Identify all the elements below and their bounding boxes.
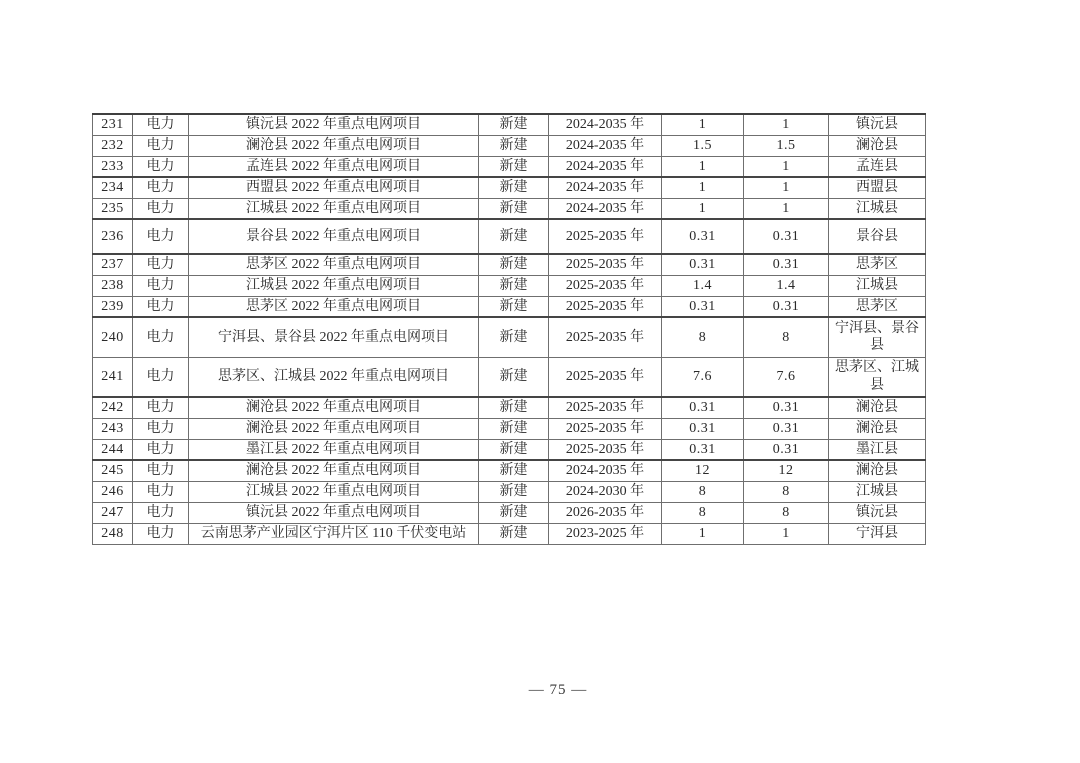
cell-value-1: 12 <box>662 460 744 481</box>
cell-value-2: 0.31 <box>744 418 829 439</box>
cell-build-type: 新建 <box>479 296 549 317</box>
cell-project-name: 镇沅县 2022 年重点电网项目 <box>189 114 479 135</box>
cell-value-2: 0.31 <box>744 397 829 418</box>
cell-value-1: 7.6 <box>662 357 744 397</box>
cell-location: 江城县 <box>829 198 926 219</box>
page-footer <box>18 682 1080 699</box>
cell-value-1: 1.5 <box>662 135 744 156</box>
cell-period: 2026-2035 年 <box>549 502 662 523</box>
cell-row-number: 234 <box>93 177 133 198</box>
cell-build-type: 新建 <box>479 114 549 135</box>
cell-build-type: 新建 <box>479 460 549 481</box>
table-row <box>93 502 926 523</box>
cell-period: 2024-2030 年 <box>549 481 662 502</box>
cell-sector: 电力 <box>133 135 189 156</box>
cell-location: 澜沧县 <box>829 460 926 481</box>
table-row <box>93 219 926 254</box>
cell-project-name: 孟连县 2022 年重点电网项目 <box>189 156 479 177</box>
cell-value-1: 1 <box>662 114 744 135</box>
cell-project-name: 思茅区 2022 年重点电网项目 <box>189 296 479 317</box>
page-number: — 75 — <box>528 682 588 698</box>
cell-value-2: 0.31 <box>744 439 829 460</box>
cell-build-type: 新建 <box>479 177 549 198</box>
cell-location: 西盟县 <box>829 177 926 198</box>
cell-sector: 电力 <box>133 296 189 317</box>
cell-value-2: 1 <box>744 114 829 135</box>
cell-value-2: 1.4 <box>744 275 829 296</box>
table-row <box>93 135 926 156</box>
cell-period: 2025-2035 年 <box>549 219 662 254</box>
cell-period: 2025-2035 年 <box>549 397 662 418</box>
cell-value-1: 1 <box>662 177 744 198</box>
cell-project-name: 景谷县 2022 年重点电网项目 <box>189 219 479 254</box>
cell-row-number: 240 <box>93 317 133 357</box>
table-body <box>93 114 926 544</box>
cell-project-name: 江城县 2022 年重点电网项目 <box>189 275 479 296</box>
cell-period: 2024-2035 年 <box>549 198 662 219</box>
table-row <box>93 275 926 296</box>
cell-location: 景谷县 <box>829 219 926 254</box>
table-row <box>93 397 926 418</box>
cell-sector: 电力 <box>133 219 189 254</box>
cell-sector: 电力 <box>133 177 189 198</box>
table-row <box>93 114 926 135</box>
cell-sector: 电力 <box>133 254 189 275</box>
cell-value-2: 12 <box>744 460 829 481</box>
cell-build-type: 新建 <box>479 219 549 254</box>
table-row <box>93 481 926 502</box>
cell-build-type: 新建 <box>479 156 549 177</box>
cell-project-name: 思茅区 2022 年重点电网项目 <box>189 254 479 275</box>
table-row <box>93 357 926 397</box>
cell-project-name: 江城县 2022 年重点电网项目 <box>189 481 479 502</box>
cell-sector: 电力 <box>133 114 189 135</box>
cell-period: 2024-2035 年 <box>549 114 662 135</box>
cell-project-name: 澜沧县 2022 年重点电网项目 <box>189 460 479 481</box>
cell-build-type: 新建 <box>479 481 549 502</box>
cell-sector: 电力 <box>133 439 189 460</box>
cell-build-type: 新建 <box>479 523 549 544</box>
cell-period: 2025-2035 年 <box>549 296 662 317</box>
cell-period: 2025-2035 年 <box>549 439 662 460</box>
cell-sector: 电力 <box>133 481 189 502</box>
power-projects-table <box>92 113 926 545</box>
cell-row-number: 244 <box>93 439 133 460</box>
cell-value-2: 1 <box>744 177 829 198</box>
cell-sector: 电力 <box>133 357 189 397</box>
cell-period: 2025-2035 年 <box>549 418 662 439</box>
cell-location: 江城县 <box>829 275 926 296</box>
cell-value-1: 8 <box>662 317 744 357</box>
cell-value-2: 8 <box>744 502 829 523</box>
cell-value-2: 1 <box>744 198 829 219</box>
table-row <box>93 254 926 275</box>
table-row <box>93 317 926 357</box>
cell-build-type: 新建 <box>479 198 549 219</box>
cell-value-1: 1 <box>662 156 744 177</box>
cell-value-2: 8 <box>744 481 829 502</box>
cell-location: 思茅区 <box>829 254 926 275</box>
table-row <box>93 156 926 177</box>
cell-location: 澜沧县 <box>829 397 926 418</box>
table-row <box>93 296 926 317</box>
cell-build-type: 新建 <box>479 502 549 523</box>
cell-value-1: 1 <box>662 523 744 544</box>
cell-row-number: 245 <box>93 460 133 481</box>
cell-location: 镇沅县 <box>829 502 926 523</box>
cell-row-number: 246 <box>93 481 133 502</box>
cell-row-number: 231 <box>93 114 133 135</box>
cell-value-1: 0.31 <box>662 397 744 418</box>
cell-value-1: 0.31 <box>662 296 744 317</box>
cell-row-number: 237 <box>93 254 133 275</box>
cell-build-type: 新建 <box>479 439 549 460</box>
cell-build-type: 新建 <box>479 317 549 357</box>
cell-period: 2024-2035 年 <box>549 156 662 177</box>
cell-build-type: 新建 <box>479 418 549 439</box>
cell-period: 2023-2025 年 <box>549 523 662 544</box>
cell-location: 澜沧县 <box>829 135 926 156</box>
cell-sector: 电力 <box>133 275 189 296</box>
cell-row-number: 242 <box>93 397 133 418</box>
cell-value-2: 0.31 <box>744 296 829 317</box>
cell-sector: 电力 <box>133 502 189 523</box>
cell-period: 2025-2035 年 <box>549 357 662 397</box>
cell-project-name: 澜沧县 2022 年重点电网项目 <box>189 397 479 418</box>
cell-sector: 电力 <box>133 317 189 357</box>
cell-location: 宁洱县、景谷县 <box>829 317 926 357</box>
cell-value-1: 8 <box>662 502 744 523</box>
cell-value-2: 0.31 <box>744 219 829 254</box>
cell-period: 2024-2035 年 <box>549 135 662 156</box>
cell-location: 镇沅县 <box>829 114 926 135</box>
cell-value-2: 0.31 <box>744 254 829 275</box>
cell-location: 澜沧县 <box>829 418 926 439</box>
cell-period: 2025-2035 年 <box>549 317 662 357</box>
cell-project-name: 澜沧县 2022 年重点电网项目 <box>189 418 479 439</box>
cell-location: 江城县 <box>829 481 926 502</box>
cell-build-type: 新建 <box>479 254 549 275</box>
cell-period: 2024-2035 年 <box>549 460 662 481</box>
cell-sector: 电力 <box>133 156 189 177</box>
cell-row-number: 247 <box>93 502 133 523</box>
cell-value-1: 0.31 <box>662 439 744 460</box>
cell-sector: 电力 <box>133 460 189 481</box>
cell-location: 孟连县 <box>829 156 926 177</box>
cell-period: 2025-2035 年 <box>549 254 662 275</box>
cell-location: 墨江县 <box>829 439 926 460</box>
cell-location: 思茅区 <box>829 296 926 317</box>
table-row <box>93 198 926 219</box>
cell-project-name: 澜沧县 2022 年重点电网项目 <box>189 135 479 156</box>
cell-period: 2025-2035 年 <box>549 275 662 296</box>
cell-value-2: 1.5 <box>744 135 829 156</box>
cell-project-name: 思茅区、江城县 2022 年重点电网项目 <box>189 357 479 397</box>
cell-row-number: 238 <box>93 275 133 296</box>
cell-value-2: 1 <box>744 523 829 544</box>
cell-project-name: 镇沅县 2022 年重点电网项目 <box>189 502 479 523</box>
table-row <box>93 460 926 481</box>
cell-row-number: 232 <box>93 135 133 156</box>
cell-value-1: 0.31 <box>662 418 744 439</box>
cell-location: 宁洱县 <box>829 523 926 544</box>
cell-value-2: 7.6 <box>744 357 829 397</box>
cell-sector: 电力 <box>133 397 189 418</box>
cell-sector: 电力 <box>133 523 189 544</box>
cell-project-name: 云南思茅产业园区宁洱片区 110 千伏变电站 <box>189 523 479 544</box>
cell-row-number: 239 <box>93 296 133 317</box>
cell-sector: 电力 <box>133 198 189 219</box>
table-row <box>93 439 926 460</box>
cell-project-name: 江城县 2022 年重点电网项目 <box>189 198 479 219</box>
table-row <box>93 418 926 439</box>
cell-value-1: 1.4 <box>662 275 744 296</box>
cell-row-number: 241 <box>93 357 133 397</box>
cell-location: 思茅区、江城县 <box>829 357 926 397</box>
cell-row-number: 235 <box>93 198 133 219</box>
cell-row-number: 236 <box>93 219 133 254</box>
cell-project-name: 墨江县 2022 年重点电网项目 <box>189 439 479 460</box>
cell-value-1: 8 <box>662 481 744 502</box>
cell-value-1: 1 <box>662 198 744 219</box>
cell-build-type: 新建 <box>479 397 549 418</box>
cell-value-2: 1 <box>744 156 829 177</box>
table-row <box>93 177 926 198</box>
cell-build-type: 新建 <box>479 135 549 156</box>
cell-row-number: 248 <box>93 523 133 544</box>
cell-period: 2024-2035 年 <box>549 177 662 198</box>
cell-row-number: 233 <box>93 156 133 177</box>
cell-value-1: 0.31 <box>662 219 744 254</box>
cell-build-type: 新建 <box>479 357 549 397</box>
cell-row-number: 243 <box>93 418 133 439</box>
table-row <box>93 523 926 544</box>
cell-value-1: 0.31 <box>662 254 744 275</box>
cell-value-2: 8 <box>744 317 829 357</box>
cell-sector: 电力 <box>133 418 189 439</box>
cell-project-name: 西盟县 2022 年重点电网项目 <box>189 177 479 198</box>
cell-project-name: 宁洱县、景谷县 2022 年重点电网项目 <box>189 317 479 357</box>
cell-build-type: 新建 <box>479 275 549 296</box>
